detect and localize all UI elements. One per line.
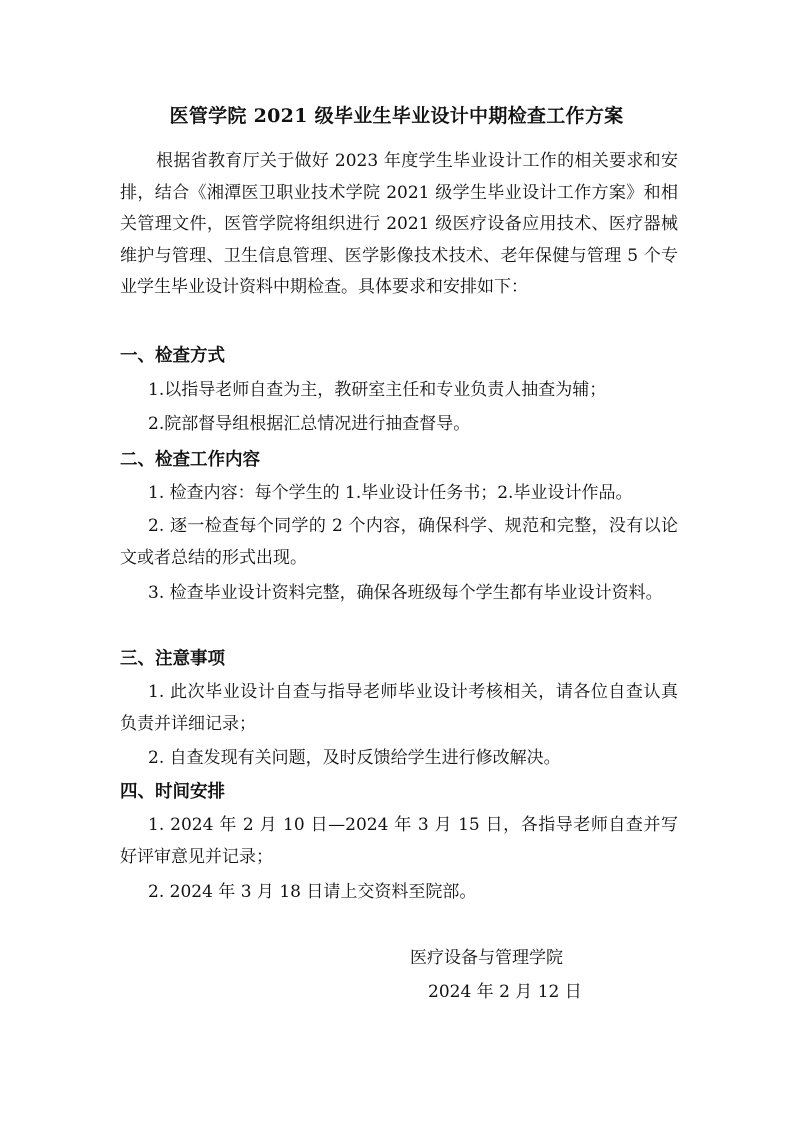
section-4-item-2: 2. 2024 年 3 月 18 日请上交资料至院部。	[148, 882, 477, 902]
intro-paragraph: 根据省教育厅关于做好 2023 年度学生毕业设计工作的相关要求和安排，结合《湘潭医卫职业技术学院 2021 级学生毕业设计工作方案》和相关管理文件，医管学院将组织进行 2021 级医疗设备应用技术、医疗器械维护与管理、卫生信息管理、医学影像技术技术、老年保健与管理 5 个专业学生毕业设计资料中期检查。具体要求和安排如下：	[120, 151, 678, 297]
section-heading-inspection-method: 一、检查方式	[120, 346, 225, 366]
signature-organization: 医疗设备与管理学院	[410, 948, 563, 968]
section-4-item-1: 1. 2024 年 2 月 10 日—2024 年 3 月 15 日，各指导老师自查并写好评审意见并记录；	[120, 815, 678, 867]
section-3-item-1: 1. 此次毕业设计自查与指导老师毕业设计考核相关，请各位自查认真负责并详细记录；	[120, 682, 678, 734]
section-3-item-2: 2. 自查发现有关问题，及时反馈给学生进行修改解决。	[148, 748, 561, 768]
document-title: 医管学院 2021 级毕业生毕业设计中期检查工作方案	[169, 105, 624, 127]
section-2-item-2: 2. 逐一检查每个同学的 2 个内容，确保科学、规范和完整，没有以论文或者总结的形式出现。	[120, 516, 678, 568]
section-heading-schedule: 四、时间安排	[120, 782, 225, 802]
section-1-item-1: 1.以指导老师自查为主，教研室主任和专业负责人抽查为辅；	[148, 380, 607, 400]
section-2-item-1: 1. 检查内容：每个学生的 1.毕业设计任务书；2.毕业设计作品。	[148, 483, 633, 503]
section-heading-notes: 三、注意事项	[120, 649, 225, 669]
section-2-item-3: 3. 检查毕业设计资料完整，确保各班级每个学生都有毕业设计资料。	[148, 583, 663, 603]
section-heading-inspection-content: 二、检查工作内容	[120, 450, 260, 470]
section-1-item-2: 2.院部督导组根据汇总情况进行抽查督导。	[148, 414, 471, 434]
signature-date: 2024 年 2 月 12 日	[428, 982, 582, 1002]
